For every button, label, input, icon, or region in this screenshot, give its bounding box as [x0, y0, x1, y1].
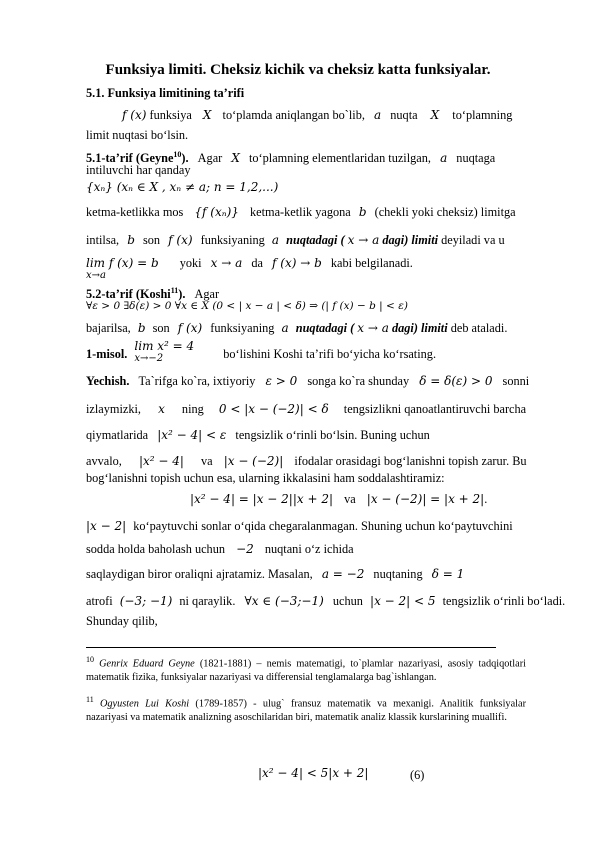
formula: x → a [210, 256, 243, 270]
formula: x → a [357, 321, 389, 335]
text: to‘plamning [452, 108, 513, 122]
formula: x [158, 402, 165, 416]
text: atrofi [86, 594, 113, 608]
formula: |x − (−2)| [223, 454, 284, 468]
solution-line [86, 374, 530, 389]
formula: |x − (−2)| = |x + 2| [366, 492, 485, 506]
solution-line [86, 428, 526, 443]
formula: X [231, 151, 240, 166]
text: (chekli yoki cheksiz) limitga [374, 205, 516, 219]
formula: a [374, 108, 382, 122]
text: funksiyaning [210, 321, 275, 335]
solution-line [86, 402, 526, 417]
text: qiymatlarida [86, 428, 149, 442]
formula: ∀x ∈ (−3;−1) [244, 594, 324, 608]
definition-label: 5.2-ta’rif (Koshi$^{11}$). [86, 286, 186, 302]
text: saqlaydigan biror oraliqni ajratamiz. Masalan, [86, 567, 313, 581]
equation-line [190, 492, 596, 507]
formula: a [440, 151, 448, 166]
text: nuqtaning [373, 567, 423, 581]
text: funksiyaning [200, 233, 265, 247]
footnote-10: $^{10}$ Genrix Eduard Geyne (1821-1881) – nemis matematigi, to`plamlar nazariyasi, asosiy tadqiqotlari matematik fizika, funksiyalar nazariyasi va differensial tenglamalarga bag`ishlangan. [86, 655, 527, 683]
cauchy-formula: ∀ε > 0 ∃δ(ε) > 0 ∀x ∈ X (0 < | x − a | < δ) ⇒ (| f (x) − b | < ε) [86, 300, 408, 312]
text: tengsizlik o‘rinli bo‘ladi. [442, 594, 566, 608]
definition-label: 5.1-ta’rif (Geyne$^{10}$). [86, 150, 189, 166]
text: ifodalar orasidagi bog‘lanishni topish zarur. Bu [294, 454, 527, 468]
text: tengsizlik o‘rinli bo‘lsin. Buning uchun [235, 428, 430, 442]
definition-line [86, 256, 526, 281]
solution-line [86, 519, 526, 534]
formula: b [127, 233, 135, 247]
limit-formula: lim f (x) = b x→a [86, 256, 159, 281]
paragraph-line [86, 108, 526, 123]
equation-6: |x² − 4| < 5|x + 2| [258, 766, 369, 780]
text: yoki [179, 256, 202, 270]
solution-line [86, 567, 526, 582]
formula: |x² − 4| [138, 454, 184, 468]
page-title: Funksiya limiti. Cheksiz kichik va cheksiz katta funksiyalar. [105, 62, 491, 78]
definition-line [86, 205, 526, 220]
formula: δ = 1 [431, 567, 465, 581]
text: nuqtadagi ( [295, 321, 355, 335]
text: ko‘paytuvchi sonlar o‘qida chegaralanmagan. Shuning uchun ko‘paytuvchini [133, 519, 513, 533]
text: uchun [332, 594, 363, 608]
formula: a [271, 233, 280, 247]
text: son [142, 233, 161, 247]
text: nuqtaga [456, 151, 496, 166]
text: intilsa, [86, 233, 120, 247]
limit-formula: lim x² = 4 x→−2 [134, 339, 195, 364]
text: deyiladi va u [441, 233, 505, 247]
solution-line: Shunday qilib, [86, 614, 158, 628]
text: sodda holda baholash uchun [86, 542, 225, 556]
text: ni qaraylik. [179, 594, 236, 608]
text: funksiya [149, 108, 192, 122]
definition-line [86, 233, 526, 248]
text: tengsizlikni qanoatlantiruvchi barcha [343, 402, 527, 416]
definition-line [86, 321, 526, 336]
formula: f (x) [168, 233, 193, 247]
formula: |x − 2| < 5 [370, 594, 436, 608]
text: sonni [502, 374, 530, 388]
solution-line [86, 594, 566, 609]
formula: b [358, 205, 367, 219]
text: to‘plamda aniqlangan bo`lib, [222, 108, 365, 122]
text: to‘plamning elementlaridan tuzilgan, [248, 151, 431, 166]
formula: δ = δ(ε) > 0 [419, 374, 493, 388]
text: songa ko`ra shunday [307, 374, 410, 388]
formula: |x − 2| [86, 519, 127, 533]
formula: f (x) [177, 321, 203, 335]
formula: (−3; −1) [119, 594, 173, 608]
text: deb ataladi. [450, 321, 508, 335]
formula: a = −2 [321, 567, 365, 581]
text: izlaymizki, [86, 402, 141, 416]
text: bo‘lishini Koshi ta’rifi bo‘yicha ko‘rsating. [223, 347, 437, 361]
formula: X [202, 108, 212, 122]
definition-line: intiluvchi har qanday [86, 163, 191, 177]
example-label: 1-misol. [86, 347, 128, 361]
formula: f (x) → b [272, 256, 322, 270]
formula: |x² − 4| < ε [157, 428, 227, 442]
formula: ε > 0 [265, 374, 298, 388]
equation-number: (6) [410, 768, 425, 782]
text: nuqta [390, 108, 418, 122]
text: son [152, 321, 170, 335]
formula: f (x) [122, 108, 147, 122]
text: kabi belgilanadi. [330, 256, 413, 270]
formula: X [430, 108, 440, 122]
solution-label: Yechish. [86, 374, 130, 388]
formula: x → a [347, 233, 380, 247]
text: Ta`rifga ko`ra, ixtiyoriy [138, 374, 256, 388]
solution-line [86, 454, 526, 469]
text: avvalo, [86, 454, 122, 468]
text: bajarilsa, [86, 321, 131, 335]
example-line [86, 339, 526, 364]
text: dagi) limiti [391, 321, 448, 335]
text: ning [181, 402, 204, 416]
text: ketma-ketlik yagona [250, 205, 351, 219]
sequence-formula: {xₙ} (xₙ ∈ X , xₙ ≠ a; n = 1,2,...) [86, 180, 279, 194]
text: Agar [194, 287, 220, 302]
formula: b [137, 321, 146, 335]
footnote-11: $^{11}$ Ogyusten Lui Koshi (1789-1857) - ulug` fransuz matematik va mexanigi. Analitik funksiyalar nazariyasi va matematik analizning asoschilaridan biri, matematik analiz klassik kurslarining muallifi. [86, 695, 527, 723]
text: dagi) limiti [382, 233, 439, 247]
formula: {f (xₙ)} [194, 205, 239, 219]
formula: |x² − 4| = |x − 2||x + 2| [190, 492, 334, 506]
formula: 0 < |x − (−2)| < δ [218, 402, 329, 416]
section-heading: 5.1. Funksiya limitining ta’rifi [86, 86, 245, 100]
text: da [251, 256, 263, 270]
text: nuqtani o‘z ichida [264, 542, 354, 556]
solution-line: bog‘lanishni topish uchun esa, ularning ikkalasini ham soddalashtiramiz: [86, 471, 445, 485]
text: nuqtadagi ( [286, 233, 345, 247]
formula: −2 [236, 542, 254, 556]
footnote-divider [86, 647, 496, 648]
solution-line [86, 542, 526, 557]
text: va [201, 454, 213, 468]
text: va [344, 492, 356, 506]
text: ketma-ketlikka mos [86, 205, 184, 219]
text: Agar [197, 151, 223, 166]
formula: a [281, 321, 289, 335]
paragraph-line: limit nuqtasi bo‘lsin. [86, 128, 189, 142]
text: . [484, 492, 488, 506]
